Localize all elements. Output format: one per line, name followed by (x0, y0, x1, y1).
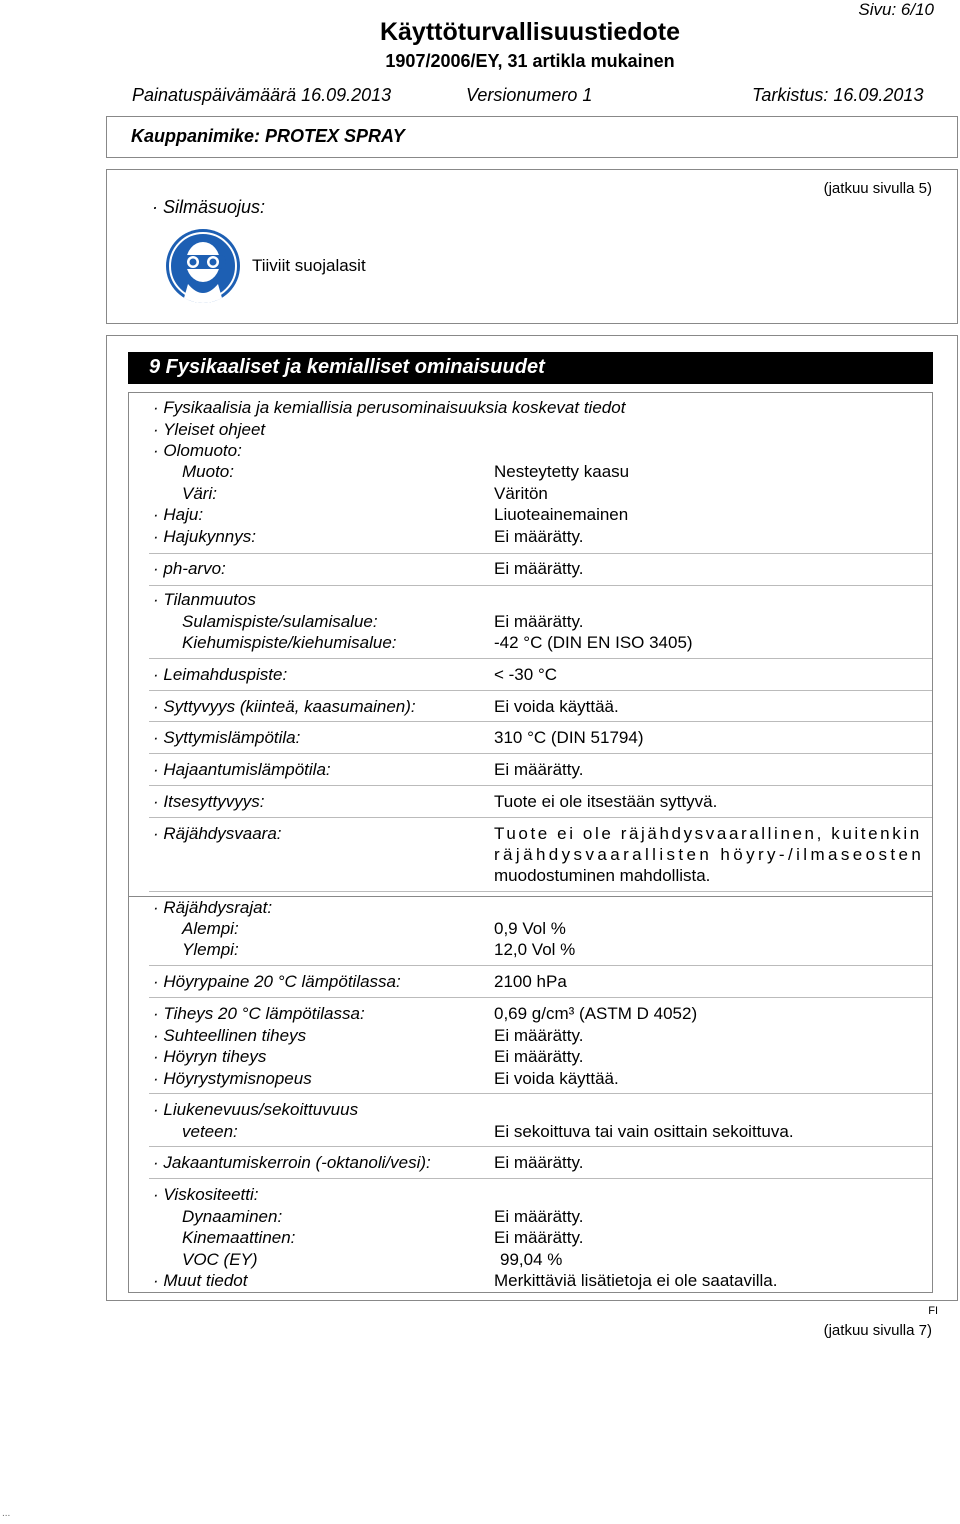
odor-label: · Haju: (153, 505, 204, 524)
dynamic-viscosity-value: Ei määrätty. (494, 1207, 584, 1226)
explosion-limits-heading: · Räjähdysrajat: (153, 898, 273, 917)
revision-date: Tarkistus: 16.09.2013 (752, 85, 924, 105)
separator (149, 1093, 932, 1094)
flash-point-value: < -30 °C (494, 665, 558, 684)
explosion-hazard-label: · Räjähdysvaara: (153, 824, 282, 843)
general-heading: · Yleiset ohjeet (153, 420, 266, 439)
partition-coefficient-label: · Jakaantumiskerroin (-oktanoli/vesi): (153, 1153, 431, 1172)
odor-threshold-label: · Hajukynnys: (153, 527, 256, 546)
odor-value: Liuoteainemainen (494, 505, 629, 524)
ph-value: Ei määrätty. (494, 559, 584, 578)
print-date: Painatuspäivämäärä 16.09.2013 (132, 85, 392, 105)
explosion-hazard-value-line1: Tuote ei ole räjähdysvaarallinen, kuitenkin (494, 824, 922, 843)
page-number: Sivu: 6/10 (858, 0, 934, 19)
vapor-pressure-value: 2100 hPa (494, 972, 567, 991)
solubility-label-line1: · Liukenevuus/sekoittuvuus (153, 1100, 359, 1119)
separator (149, 1178, 932, 1179)
color-label: Väri: (182, 484, 217, 503)
separator (149, 1146, 932, 1147)
separator (149, 753, 932, 754)
safety-goggles-icon (164, 228, 242, 304)
separator (149, 553, 932, 554)
self-ignition-value: Tuote ei ole itsestään syttyvä. (494, 792, 718, 811)
voc-value: 99,04 % (500, 1250, 563, 1269)
ph-label: · ph-arvo: (153, 559, 226, 578)
separator (149, 721, 932, 722)
flash-point-label: · Leimahduspiste: (153, 665, 288, 684)
evaporation-rate-value: Ei voida käyttää. (494, 1069, 619, 1088)
lower-limit-label: Alempi: (182, 919, 239, 938)
document-title: Käyttöturvallisuustiedote (379, 18, 681, 46)
goggles-caption: Tiiviit suojalasit (252, 256, 366, 275)
viscosity-heading: · Viskositeetti: (153, 1185, 259, 1204)
form-label: Muoto: (182, 462, 234, 481)
state-heading: · Olomuoto: (153, 441, 242, 460)
eye-protection-label: · Silmäsuojus: (152, 197, 266, 217)
upper-limit-label: Ylempi: (182, 940, 239, 959)
kinematic-viscosity-value: Ei määrätty. (494, 1228, 584, 1247)
upper-limit-value: 12,0 Vol % (494, 940, 576, 959)
melting-point-value: Ei määrätty. (494, 612, 584, 631)
lower-limit-value: 0,9 Vol % (494, 919, 566, 938)
trade-name: Kauppanimike: PROTEX SPRAY (131, 126, 405, 146)
vapor-density-value: Ei määrätty. (494, 1047, 584, 1066)
boiling-point-value: -42 °C (DIN EN ISO 3405) (494, 633, 693, 652)
vapor-density-label: · Höyryn tiheys (153, 1047, 267, 1066)
separator (149, 690, 932, 691)
relative-density-label: · Suhteellinen tiheys (153, 1026, 307, 1045)
self-ignition-label: · Itsesyttyvyys: (153, 792, 265, 811)
separator (149, 585, 932, 586)
voc-label: VOC (EY) (182, 1250, 258, 1269)
density-value: 0,69 g/cm³ (ASTM D 4052) (494, 1004, 698, 1023)
section-title: 9 Fysikaaliset ja kemialliset ominaisuudet (149, 356, 545, 378)
color-value: Väritön (494, 484, 548, 503)
other-info-label: · Muut tiedot (153, 1271, 248, 1290)
odor-threshold-value: Ei määrätty. (494, 527, 584, 546)
separator (149, 891, 932, 892)
corner-mark: ... (2, 1508, 11, 1519)
boiling-point-label: Kiehumispiste/kiehumisalue: (182, 633, 397, 652)
separator (149, 965, 932, 966)
separator (149, 817, 932, 818)
document-subtitle: 1907/2006/EY, 31 artikla mukainen (385, 51, 675, 71)
relative-density-value: Ei määrätty. (494, 1026, 584, 1045)
solubility-value: Ei sekoittuva tai vain osittain sekoittuva. (494, 1122, 794, 1141)
dynamic-viscosity-label: Dynaaminen: (182, 1207, 283, 1226)
version-number: Versionumero 1 (466, 85, 593, 105)
ignition-temperature-value: 310 °C (DIN 51794) (494, 728, 644, 747)
explosion-hazard-value-line3: muodostuminen mahdollista. (494, 866, 711, 885)
basic-properties-heading: · Fysikaalisia ja kemiallisia perusominaisuuksia koskevat tiedot (153, 398, 626, 417)
separator (149, 785, 932, 786)
solubility-label-line2: veteen: (182, 1122, 238, 1141)
partition-coefficient-value: Ei määrätty. (494, 1153, 584, 1172)
density-label: · Tiheys 20 °C lämpötilassa: (153, 1004, 365, 1023)
flammability-label: · Syttyvyys (kiinteä, kaasumainen): (153, 697, 416, 716)
ignition-temperature-label: · Syttymislämpötila: (153, 728, 301, 747)
continued-to: (jatkuu sivulla 7) (823, 1322, 932, 1339)
other-info-value: Merkittäviä lisätietoja ei ole saatavilla. (494, 1271, 778, 1290)
melting-point-label: Sulamispiste/sulamisalue: (182, 612, 378, 631)
separator (149, 658, 932, 659)
continued-from: (jatkuu sivulla 5) (823, 180, 932, 197)
form-value: Nesteytetty kaasu (494, 462, 630, 481)
vapor-pressure-label: · Höyrypaine 20 °C lämpötilassa: (153, 972, 401, 991)
flammability-value: Ei voida käyttää. (494, 697, 619, 716)
decomposition-temperature-value: Ei määrätty. (494, 760, 584, 779)
separator (149, 997, 932, 998)
language-code: FI (928, 1305, 938, 1317)
state-change-heading: · Tilanmuutos (153, 590, 256, 609)
kinematic-viscosity-label: Kinemaattinen: (182, 1228, 296, 1247)
explosion-hazard-value-line2: räjähdysvaarallisten höyry-/ilmaseosten (494, 845, 925, 864)
decomposition-temperature-label: · Hajaantumislämpötila: (153, 760, 331, 779)
evaporation-rate-label: · Höyrystymisnopeus (153, 1069, 312, 1088)
